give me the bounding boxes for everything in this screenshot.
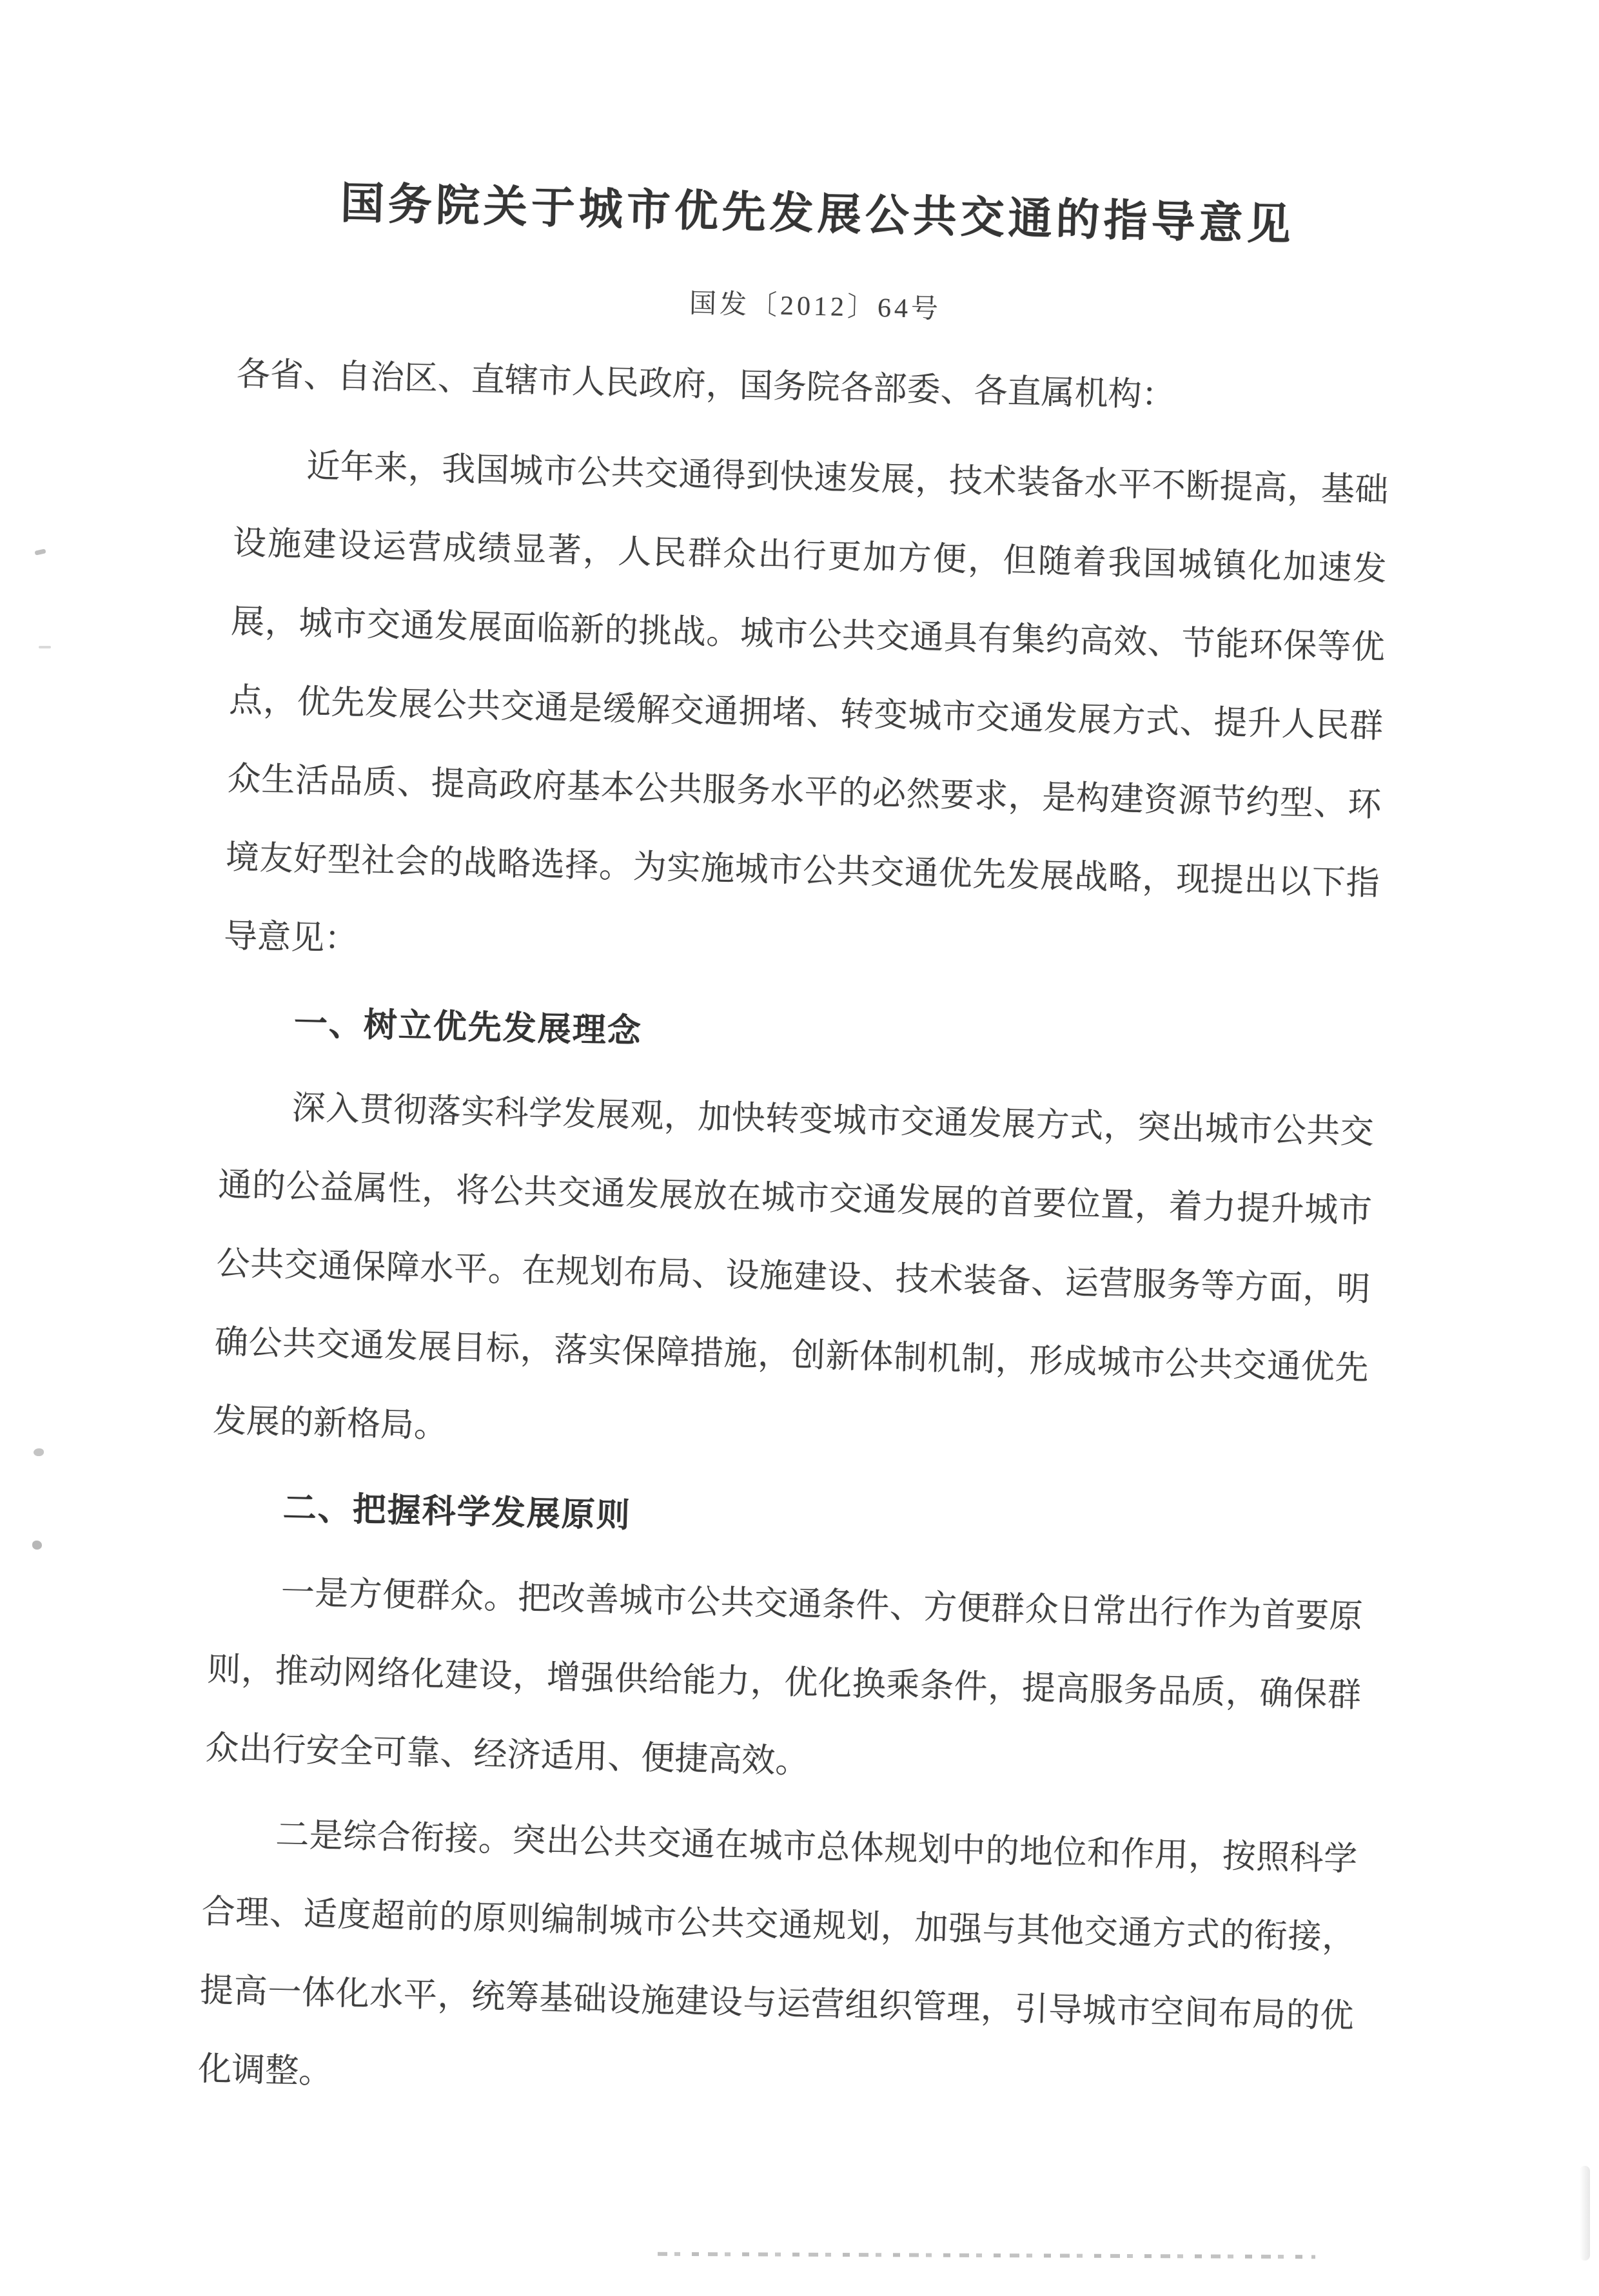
document-body — [197, 335, 1391, 2135]
salutation-line: 各省、自治区、直辖市人民政府，国务院各部委、各直属机构： — [236, 356, 1176, 414]
section-heading: 二、把握科学发展原则 — [282, 1489, 632, 1535]
scan-speck — [32, 1541, 42, 1550]
section-heading: 一、树立优先发展理念 — [293, 1004, 643, 1050]
paragraph-container — [197, 425, 1389, 2135]
body-paragraph: 一是方便群众。把改善城市公共交通条件、方便群众日常出行作为首要原则，推动网络化建设，增强供给能力，优化换乘条件，提高服务品质，确保群众出行安全可靠、经济适用、便捷高效。 — [204, 1574, 1364, 1781]
body-paragraph: 二是综合衔接。突出公共交通在城市总体规划中的地位和作用，按照科学合理、适度超前的原则编制城市公共交通规划，加强与其他交通方式的衔接，提高一体化水平，统筹基础设施建设与运营组织管理，引导城市空间布局的优化调整。 — [197, 1816, 1358, 2091]
document-number: 国发〔2012〕64号 — [689, 289, 942, 325]
body-paragraph: 近年来，我国城市公共交通得到快速发展，技术装备水平不断提高，基础设施建设运营成绩显著，人民群众出行更加方便，但随着我国城镇化加速发展，城市交通发展面临新的挑战。城市公共交通具有集约高效、节能环保等优点，优先发展公共交通是缓解交通拥堵、转变城市交通发展方式、提升人民群众生活品质、提高政府基本公共服务水平的必然要求，是构建资源节约型、环境友好型社会的战略选择。为实施城市公共交通优先发展战略，现提出以下指导意见： — [223, 447, 1389, 958]
body-paragraph: 深入贯彻落实科学发展观，加快转变城市交通发展方式，突出城市公共交通的公益属性，将公共交通发展放在城市交通发展的首要位置，着力提升城市公共交通保障水平。在规划布局、设施建设、技术装备、运营服务等方面，明确公共交通发展目标，落实保障措施，创新体制机制，形成城市公共交通优先发展的新格局。 — [212, 1089, 1375, 1445]
scan-speck — [39, 646, 51, 648]
document-title: 国务院关于城市优先发展公共交通的指导意见 — [340, 179, 1295, 249]
scanner-edge-streak — [1580, 2166, 1590, 2261]
scan-speck — [34, 1448, 44, 1456]
